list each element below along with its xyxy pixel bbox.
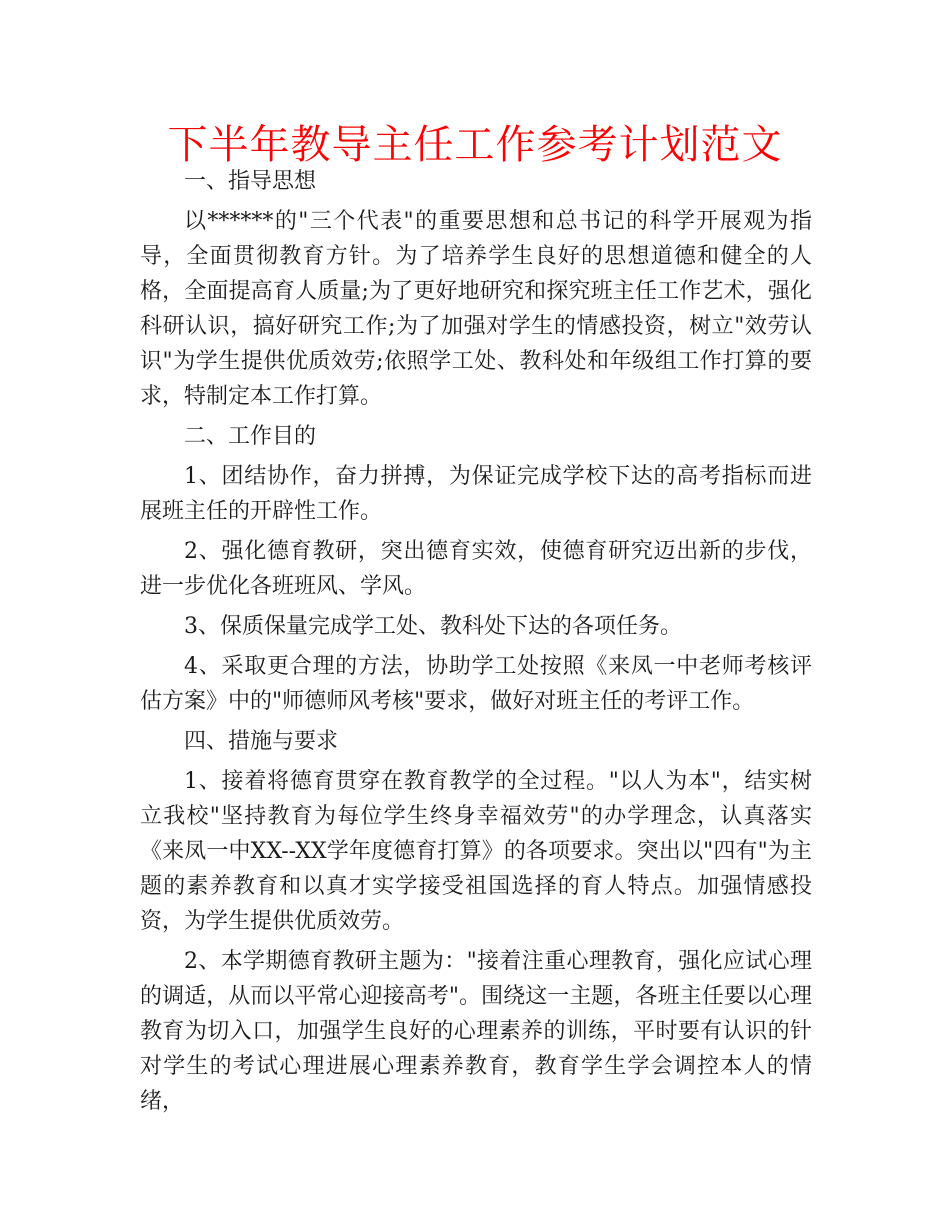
document-title: 下半年教导主任工作参考计划范文 (167, 122, 783, 168)
document-body (140, 164, 812, 1124)
section-heading-work-goals: 二、工作目的 (184, 424, 317, 449)
paragraph-measure-2: 2、本学期德育教研主题为："接着注重心理教育，强化应试心理的调适，从而以平常心迎接高考"。围绕这一主题，各班主任要以心理教育为切入口，加强学生良好的心理素养的训练，平时要有认识的针对学生的考试心理进展心理素养教育，教育学生学会调控本人的情绪， (140, 949, 812, 1114)
paragraph-guiding-ideology: 以******的"三个代表"的重要思想和总书记的科学开展观为指导，全面贯彻教育方针。为了培养学生良好的思想道德和健全的人格，全面提高育人质量;为了更好地研究和探究班主任工作艺术，强化科研认识，搞好研究工作;为了加强对学生的情感投资，树立"效劳认识"为学生提供优质效劳;依照学工处、教科处和年级组工作打算的要求，特制定本工作打算。 (140, 209, 812, 409)
paragraph-goal-3: 3、保质保量完成学工处、教科处下达的各项任务。 (184, 614, 682, 639)
section-heading-measures: 四、措施与要求 (184, 729, 339, 754)
paragraph-goal-2: 2、强化德育教研，突出德育实效，使德育研究迈出新的步伐，进一步优化各班班风、学风。 (140, 539, 812, 599)
paragraph-measure-1: 1、接着将德育贯穿在教育教学的全过程。"以人为本"，结实树立我校"坚持教育为每位学生终身幸福效劳"的办学理念，认真落实《来凤一中XX--XX学年度德育打算》的各项要求。突出以"四有"为主题的素养教育和以真才实学接受祖国选择的育人特点。加强情感投资，为学生提供优质效劳。 (140, 769, 813, 934)
paragraph-goal-4: 4、采取更合理的方法，协助学工处按照《来凤一中老师考核评估方案》中的"师德师风考核"要求，做好对班主任的考评工作。 (140, 654, 812, 714)
section-heading-guiding-ideology: 一、指导思想 (184, 169, 317, 194)
paragraph-goal-1: 1、团结协作，奋力拼搏，为保证完成学校下达的高考指标而进展班主任的开辟性工作。 (140, 464, 812, 524)
